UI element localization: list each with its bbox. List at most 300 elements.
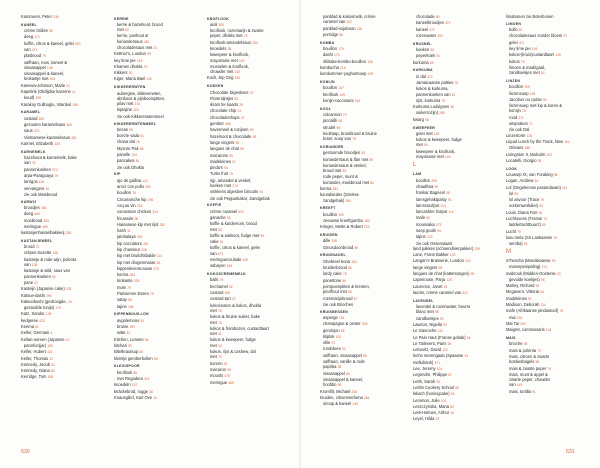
entry-page-ref[interactable]: 470 <box>429 27 435 32</box>
entry-page-ref[interactable]: 118 <box>338 315 345 320</box>
index-entry <box>320 98 376 104</box>
entry-page-ref[interactable]: 310 <box>144 376 150 381</box>
entry-page-ref[interactable]: 522 <box>238 209 244 214</box>
entry-page-ref[interactable]: 94 <box>260 233 265 238</box>
entry-term: koffie, citrus & kaneel, gelei <box>210 245 260 251</box>
entry-term: broodjes <box>24 204 40 210</box>
entry-page-ref[interactable]: 154 <box>131 153 137 158</box>
entry-page-ref[interactable]: 138 <box>31 263 38 268</box>
entry-page-ref[interactable]: 94 <box>341 347 346 352</box>
entry-page-ref[interactable]: 149 <box>531 46 538 51</box>
entry-page-ref[interactable]: 93 <box>523 242 528 247</box>
entry-page-ref[interactable]: 98 <box>363 353 367 358</box>
entry-page-ref[interactable]: 93 <box>226 216 231 220</box>
entry-page-ref[interactable]: 93 <box>249 128 254 133</box>
entry-page-ref[interactable]: 491 <box>49 77 56 82</box>
entry-page-ref[interactable]: 149 <box>339 92 345 97</box>
entry-page-ref[interactable]: 72 <box>35 245 40 250</box>
entry-page-ref[interactable]: 91 <box>451 92 456 97</box>
entry-page-ref[interactable]: 234 <box>516 315 523 320</box>
entry-page-ref[interactable]: 80 <box>542 223 546 228</box>
entry-page-ref[interactable]: 91 <box>528 296 532 301</box>
entry-page-ref[interactable]: 156 <box>127 304 134 309</box>
entry-page-ref[interactable]: 471 <box>34 35 40 40</box>
entry-page-ref[interactable]: 284 <box>363 395 370 400</box>
entry-page-ref[interactable]: 208 <box>141 247 147 252</box>
entry-page-ref[interactable]: 86 <box>348 266 352 271</box>
entry-page-ref[interactable]: 38 <box>227 46 232 51</box>
entry-page-ref[interactable]: 96 <box>336 125 341 130</box>
entry-page-ref[interactable]: 79 <box>218 355 222 360</box>
entry-page-ref[interactable]: 93 <box>450 392 455 397</box>
entry-page-ref[interactable]: 94 <box>224 166 228 171</box>
entry-page-ref[interactable]: 95 <box>153 356 158 361</box>
entry-page-ref[interactable]: 423 <box>39 318 45 323</box>
entry-page-ref[interactable]: 78 <box>218 308 222 313</box>
entry-term: Leith, Sarah <box>413 378 436 384</box>
entry-page-ref[interactable]: 19 <box>67 299 72 304</box>
entry-page-ref[interactable]: 145 <box>352 402 358 407</box>
entry-page-ref[interactable]: 90 <box>426 216 430 221</box>
entry-page-ref[interactable]: 93 <box>436 379 440 384</box>
entry-page-ref[interactable]: 469 <box>228 380 234 385</box>
entry-page-ref[interactable]: 243 <box>234 76 241 81</box>
entry-page-ref[interactable]: 93 <box>535 284 540 289</box>
entry-page-ref[interactable]: 39 <box>128 71 133 76</box>
entry-page-ref[interactable]: 294 <box>252 40 258 45</box>
entry-page-ref[interactable]: 225 <box>65 287 72 292</box>
entry-page-ref[interactable]: 95 <box>127 298 132 303</box>
entry-page-ref[interactable]: 122 <box>442 348 448 353</box>
entry-page-ref[interactable]: 85 <box>133 370 138 375</box>
entry-page-ref[interactable]: 23 <box>435 417 440 422</box>
entry-page-ref[interactable]: 79 <box>559 309 564 314</box>
entry-page-ref[interactable]: 98 <box>337 383 342 388</box>
entry-page-ref[interactable]: 91 <box>51 362 55 367</box>
entry-page-ref[interactable]: 199 <box>529 91 536 96</box>
entry-page-ref[interactable]: 125 <box>446 278 452 283</box>
entry-page-ref[interactable]: 94 <box>437 229 441 233</box>
entry-page-ref[interactable]: 87 <box>353 296 358 301</box>
entry-page-ref[interactable]: 522 <box>346 20 353 25</box>
entry-page-ref[interactable]: 79 <box>553 235 558 240</box>
entry-page-ref[interactable]: 471 <box>31 47 38 52</box>
entry-page-ref[interactable]: 124 <box>437 329 444 334</box>
entry-page-ref[interactable]: 103 <box>335 334 342 339</box>
entry-page-ref[interactable]: 79 <box>540 198 545 203</box>
entry-page-ref[interactable]: 75 <box>352 137 356 142</box>
entry-page-ref[interactable]: 83 <box>125 28 129 33</box>
entry-page-ref[interactable]: 102 <box>440 398 447 403</box>
entry-page-ref[interactable]: 93 <box>443 284 448 289</box>
entry-page-ref[interactable]: 78 <box>135 140 140 145</box>
entry-page-ref[interactable]: 469 <box>34 212 40 217</box>
entry-page-ref[interactable]: 98 <box>340 328 345 333</box>
entry-page-ref[interactable]: 82 <box>450 404 454 409</box>
entry-page-ref[interactable]: 474 <box>541 265 548 270</box>
entry-page-ref[interactable]: 183 <box>47 343 53 348</box>
entry-page-ref[interactable]: 81 <box>140 134 144 139</box>
entry-page-ref[interactable]: 149 <box>555 53 561 58</box>
entry-page-ref[interactable]: 491 <box>437 33 443 38</box>
entry-page-ref[interactable]: 79 <box>520 59 525 64</box>
entry-page-ref[interactable]: 104 <box>545 328 552 333</box>
entry-page-ref[interactable]: 96 <box>129 127 134 132</box>
entry-page-ref[interactable]: 471 <box>518 40 525 45</box>
entry-page-ref[interactable]: 104 <box>436 367 443 372</box>
entry-term: Parisienne Essen <box>117 291 149 297</box>
entry-page-ref[interactable]: 41 <box>34 280 38 285</box>
entry-page-ref[interactable]: 370 <box>52 167 58 172</box>
entry-page-ref[interactable]: 96 <box>134 216 139 221</box>
entry-page-ref[interactable]: 481 <box>71 135 77 140</box>
entry-page-ref[interactable]: 471 <box>217 251 224 256</box>
entry-page-ref[interactable]: 31 <box>127 229 131 234</box>
entry-page-ref[interactable]: 149 <box>516 383 523 388</box>
entry-page-ref[interactable]: 83 <box>361 151 365 156</box>
entry-page-ref[interactable]: 183 <box>364 219 370 223</box>
entry-page-ref[interactable]: 239 <box>474 246 481 251</box>
entry-page-ref[interactable]: 36 <box>149 389 153 394</box>
entry-page-ref[interactable]: 79 <box>127 285 131 290</box>
entry-term: Vietnamese karamelsaus <box>24 134 70 140</box>
entry-page-ref[interactable]: 86 <box>339 32 343 37</box>
entry-page-ref[interactable]: 373 <box>426 74 433 79</box>
entry-page-ref[interactable]: 35 <box>537 158 542 163</box>
entry-page-ref[interactable]: 93 <box>551 258 556 263</box>
entry-page-ref[interactable]: 273 <box>435 222 442 227</box>
entry-page-ref[interactable]: 149 <box>238 58 245 63</box>
entry-page-ref[interactable]: 223 <box>426 235 433 240</box>
entry-page-ref[interactable]: 204 <box>136 203 143 208</box>
entry-page-ref[interactable]: 81 <box>35 325 39 330</box>
entry-page-ref[interactable]: 89 <box>354 245 359 250</box>
entry-page-ref[interactable]: 97 <box>518 28 523 33</box>
entry-page-ref[interactable]: 94 <box>424 143 428 148</box>
entry-page-ref[interactable]: 31 <box>218 332 222 337</box>
entry-page-ref[interactable]: 79 <box>150 292 154 297</box>
entry-page-ref[interactable]: 488 <box>225 122 231 127</box>
entry-page-ref[interactable]: 78 <box>454 80 459 85</box>
entry-page-ref[interactable]: 110 <box>562 185 568 190</box>
entry-page-ref[interactable]: 314 <box>152 210 158 215</box>
entry-page-ref[interactable]: 79 <box>229 172 233 177</box>
entry-page-ref[interactable]: 469 <box>224 291 231 296</box>
entry-page-ref[interactable]: 98 <box>337 365 342 370</box>
entry-page-ref[interactable]: 95 <box>438 265 443 270</box>
entry-page-ref[interactable]: 236 <box>53 15 59 19</box>
entry-page-ref[interactable]: 175 <box>333 53 340 58</box>
entry-page-ref[interactable]: 149 <box>444 155 451 160</box>
entry-page-ref[interactable]: 10 <box>65 337 70 342</box>
entry-page-ref[interactable]: 184 <box>351 259 357 264</box>
entry-page-ref[interactable]: 90 <box>430 47 435 52</box>
entry-page-ref[interactable]: 91 <box>223 361 228 366</box>
entry-page-ref[interactable]: 187 <box>131 383 138 388</box>
entry-page-ref[interactable]: 79 <box>537 348 541 353</box>
entry-page-ref[interactable]: 98 <box>514 191 518 196</box>
entry-page-ref[interactable]: 176 <box>134 102 141 107</box>
entry-page-ref[interactable]: 96 <box>535 360 540 365</box>
entry-page-ref[interactable]: 209 <box>431 178 437 183</box>
entry-page-ref[interactable]: 102 <box>465 259 471 264</box>
entry-page-ref[interactable]: 95 <box>227 367 231 372</box>
entry-page-ref[interactable]: 126 <box>433 131 440 136</box>
entry-page-ref[interactable]: 80 <box>370 180 375 185</box>
entry-page-ref[interactable]: 284 <box>129 273 136 278</box>
entry-page-ref[interactable]: 175 <box>55 306 61 311</box>
entry-page-ref[interactable]: 98 <box>434 310 439 315</box>
entry-page-ref[interactable]: 259 <box>35 96 41 101</box>
entry-page-ref[interactable]: 76 <box>132 191 136 196</box>
entry-page-ref[interactable]: 29 <box>557 271 561 276</box>
page-gutter <box>299 0 301 468</box>
entry-page-ref[interactable]: 290 <box>129 325 136 330</box>
entry-page-ref[interactable]: 114 <box>540 303 546 308</box>
entry-page-ref[interactable]: 95 <box>49 29 53 34</box>
entry-page-ref[interactable]: 148 <box>52 251 59 256</box>
entry-page-ref[interactable]: 473 <box>33 129 40 134</box>
entry-page-ref[interactable]: 296 <box>46 293 52 298</box>
entry-page-ref[interactable]: 80 <box>435 15 440 19</box>
entry-page-ref[interactable]: 34 <box>464 354 469 359</box>
entry-page-ref[interactable]: 484 <box>40 205 47 210</box>
entry-page-ref[interactable]: 76 <box>31 161 36 166</box>
entry-page-ref[interactable]: 92 <box>439 316 444 321</box>
entry-page-ref[interactable]: 424 <box>47 350 53 355</box>
entry-page-ref[interactable]: 95 <box>470 272 475 277</box>
entry-page-ref[interactable]: 79 <box>42 54 46 59</box>
entry-page-ref[interactable]: 102 <box>546 152 553 157</box>
entry-page-ref[interactable]: 10 <box>153 395 157 400</box>
entry-page-ref[interactable]: 125 <box>526 133 533 138</box>
entry-page-ref[interactable]: 91 <box>232 159 236 164</box>
entry-page-ref[interactable]: 79 <box>219 278 224 283</box>
entry-page-ref[interactable]: 94 <box>534 179 539 184</box>
entry-page-ref[interactable]: 99 <box>147 52 151 57</box>
entry-page-ref[interactable]: 97 <box>563 34 568 39</box>
entry-page-ref[interactable]: 114 <box>448 210 454 215</box>
entry-page-ref[interactable]: 96 <box>425 117 429 122</box>
entry-page-ref[interactable]: 208 <box>331 239 337 244</box>
entry-page-ref[interactable]: 90 <box>434 184 439 189</box>
entry-page-ref[interactable]: 81 <box>135 159 140 164</box>
entry-page-ref[interactable]: 393 <box>218 22 224 27</box>
entry-page-ref[interactable]: 124 <box>142 178 148 183</box>
entry-page-ref[interactable]: 149 <box>45 312 52 317</box>
entry-page-ref[interactable]: 11 <box>72 90 76 95</box>
entry-term: kokos, rijst & cashew, dal <box>210 349 256 355</box>
entry-page-ref[interactable]: 87 <box>448 373 453 378</box>
entry-page-ref[interactable]: 98 <box>553 172 558 177</box>
index-entry <box>320 401 376 407</box>
entry-page-ref[interactable]: 522 <box>462 290 468 295</box>
entry-page-ref[interactable]: 93 <box>218 227 222 232</box>
entry-page-ref[interactable]: 94 <box>218 343 222 348</box>
entry-page-ref[interactable]: 520 <box>74 41 81 46</box>
entry-page-ref[interactable]: 205 <box>520 321 526 326</box>
entry-page-ref[interactable]: 114 <box>440 203 446 208</box>
entry-page-ref[interactable]: 284 <box>332 187 339 192</box>
entry-page-ref[interactable]: 284 <box>345 198 352 203</box>
entry-page-ref[interactable]: 93 <box>443 322 447 327</box>
entry-page-ref[interactable]: 78 <box>522 109 526 114</box>
entry-page-ref[interactable]: 79 <box>543 217 548 221</box>
entry-page-ref[interactable]: 40 <box>45 186 50 191</box>
entry-page-ref[interactable]: 186 <box>72 102 78 107</box>
entry-page-ref[interactable]: 147 <box>338 86 344 91</box>
entry-page-ref[interactable]: 148 <box>47 65 53 70</box>
entry-page-ref[interactable]: 271 <box>518 115 524 120</box>
entry-page-ref[interactable]: 236 <box>351 389 357 394</box>
index-entry <box>21 14 77 20</box>
entry-page-ref[interactable]: 223 <box>363 225 370 230</box>
entry-page-ref[interactable]: 79 <box>54 173 59 178</box>
entry-page-ref[interactable]: 98 <box>446 191 450 196</box>
entry-term: kruiden, citroenverbena <box>320 394 363 400</box>
entry-page-ref[interactable]: 149 <box>136 58 143 63</box>
entry-page-ref[interactable]: 91 <box>447 197 452 202</box>
entry-page-ref[interactable]: 90 <box>542 97 547 102</box>
entry-page-ref[interactable]: 24 <box>237 109 242 114</box>
entry-page-ref[interactable]: 261 <box>354 98 361 103</box>
entry-page-ref[interactable]: 95 <box>128 343 132 348</box>
entry-page-ref[interactable]: 114 <box>156 254 163 259</box>
entry-page-ref[interactable]: 469 <box>42 224 48 229</box>
entry-page-ref[interactable]: 37 <box>240 115 245 120</box>
entry-page-ref[interactable]: 79 <box>441 98 446 103</box>
entry-page-ref[interactable]: 78 <box>342 272 347 277</box>
entry-page-ref[interactable]: 209 <box>361 322 368 327</box>
entry-page-ref[interactable]: 102 <box>449 253 456 258</box>
entry-page-ref[interactable]: 289 <box>439 111 445 116</box>
entry-page-ref[interactable]: 91 <box>532 389 536 394</box>
entry-page-ref[interactable]: 126 <box>54 141 60 146</box>
entry-page-ref[interactable]: 93 <box>234 96 239 101</box>
entry-page-ref[interactable]: 98 <box>144 337 149 342</box>
entry-page-ref[interactable]: 95 <box>235 140 240 145</box>
entry-page-ref[interactable]: 92 <box>228 284 233 289</box>
entry-page-ref[interactable]: 88 <box>139 146 144 151</box>
entry-page-ref[interactable]: 78 <box>243 34 248 39</box>
entry-page-ref[interactable]: 4 <box>50 331 53 336</box>
entry-page-ref[interactable]: 274 <box>232 184 238 189</box>
entry-page-ref[interactable]: 196 <box>367 59 373 64</box>
entry-page-ref[interactable]: 95 <box>229 153 233 158</box>
entry-page-ref[interactable]: 86 <box>342 278 347 283</box>
entry-page-ref[interactable]: 95 <box>240 147 244 152</box>
entry-page-ref[interactable]: 471 <box>434 360 440 365</box>
entry-page-ref[interactable]: 294 <box>136 235 143 240</box>
entry-page-ref[interactable]: 80 <box>539 204 544 209</box>
entry-page-ref[interactable]: 175 <box>338 46 344 51</box>
entry-page-ref[interactable]: 261 <box>143 241 149 246</box>
entry-page-ref[interactable]: 275 <box>153 266 159 271</box>
entry-page-ref[interactable]: 80 <box>139 350 143 355</box>
entry-page-ref[interactable]: 89 <box>429 60 434 65</box>
entry-page-ref[interactable]: 101 <box>564 139 570 144</box>
entry-term: koffie & walnoot, fudge met <box>210 232 260 238</box>
entry-page-ref[interactable]: 37 <box>331 341 336 346</box>
entry-page-ref[interactable]: 96 <box>156 260 161 265</box>
entry-page-ref[interactable]: 296 <box>147 197 154 202</box>
entry-page-ref[interactable]: 93 <box>259 190 263 195</box>
entry-page-ref[interactable]: 95 <box>540 277 545 282</box>
entry-page-ref[interactable]: 224 <box>133 108 139 113</box>
entry-page-ref[interactable]: 492 <box>242 258 249 263</box>
entry-page-ref[interactable]: 216 <box>340 65 346 70</box>
entry-page-ref[interactable]: 475 <box>224 374 230 379</box>
entry-page-ref[interactable]: 226 <box>356 26 363 31</box>
entry-page-ref[interactable]: 485 <box>43 218 49 223</box>
entry-page-ref[interactable]: 165 <box>226 264 233 269</box>
entry-page-ref[interactable]: 83 <box>342 169 347 174</box>
entry-page-ref[interactable]: 34 <box>466 335 471 340</box>
entry-page-ref[interactable]: 86 <box>348 290 352 295</box>
entry-page-ref[interactable]: 188 <box>524 146 531 151</box>
entry-page-ref[interactable]: 209 <box>524 85 530 90</box>
entry-page-ref[interactable]: 89 <box>346 371 350 376</box>
entry-page-ref[interactable]: 29 <box>239 103 244 108</box>
entry-page-ref[interactable]: 92 <box>540 71 545 76</box>
entry-page-ref[interactable]: 91 <box>436 54 440 59</box>
entry-page-ref[interactable]: 98 <box>338 119 342 124</box>
entry-page-ref[interactable]: 154 <box>38 180 45 185</box>
entry-page-ref[interactable]: 92 <box>52 274 56 279</box>
entry-page-ref[interactable]: 80 <box>369 157 374 162</box>
entry-page-ref[interactable]: 190 <box>338 212 344 217</box>
entry-page-ref[interactable]: 76 <box>218 320 222 325</box>
entry-page-ref[interactable]: 71 <box>529 122 533 127</box>
entry-page-ref[interactable]: 70 <box>249 90 254 95</box>
entry-page-ref[interactable]: 94 <box>540 290 544 295</box>
entry-page-ref[interactable]: 21 <box>153 45 158 50</box>
entry-page-ref[interactable]: 95 <box>252 134 257 139</box>
entry-page-ref[interactable]: 185 <box>47 375 54 380</box>
entry-page-ref[interactable]: 22 <box>49 356 54 361</box>
entry-page-ref[interactable]: 21 <box>66 83 71 88</box>
entry-page-ref[interactable]: 22 <box>231 297 236 302</box>
entry-term: panblad & kokosmelk, crème <box>323 14 376 19</box>
entry-page-ref[interactable]: 236 <box>65 231 72 236</box>
entry-page-ref[interactable]: 87 <box>126 331 131 336</box>
entry-page-ref[interactable]: 98 <box>455 385 459 390</box>
entry-page-ref[interactable]: 162 <box>234 70 241 75</box>
entry-page-ref[interactable]: 470 <box>444 21 451 26</box>
entry-page-ref[interactable]: 79 <box>547 366 552 371</box>
entry-page-ref[interactable]: 79 <box>143 64 148 69</box>
entry-page-ref[interactable]: 229 <box>133 279 140 284</box>
entry-page-ref[interactable]: 199 <box>367 72 374 77</box>
entry-page-ref[interactable]: 91 <box>219 240 224 245</box>
entry-page-ref[interactable]: 481 <box>143 39 150 44</box>
entry-page-ref[interactable]: 469 <box>66 123 72 128</box>
entry-page-ref[interactable]: 98 <box>523 342 528 347</box>
entry-page-ref[interactable]: 79 <box>342 112 347 117</box>
entry-page-ref[interactable]: 252 <box>159 222 166 227</box>
entry-term: Kennedy, Diana <box>21 368 50 374</box>
entry-page-ref[interactable]: 79 <box>517 229 521 234</box>
entry-page-ref[interactable]: 91 <box>140 318 145 323</box>
entry-page-ref[interactable]: 80 <box>51 369 55 374</box>
entry-page-ref[interactable]: 98 <box>447 341 452 346</box>
entry-page-ref[interactable]: 36 <box>450 105 455 110</box>
entry-page-ref[interactable]: 283 <box>145 185 151 190</box>
entry-page-ref[interactable]: 16 <box>450 411 455 416</box>
entry-page-ref[interactable]: 469 <box>38 116 45 121</box>
entry-page-ref[interactable]: 132 <box>146 77 152 82</box>
entry-page-ref[interactable]: 94 <box>538 210 543 215</box>
